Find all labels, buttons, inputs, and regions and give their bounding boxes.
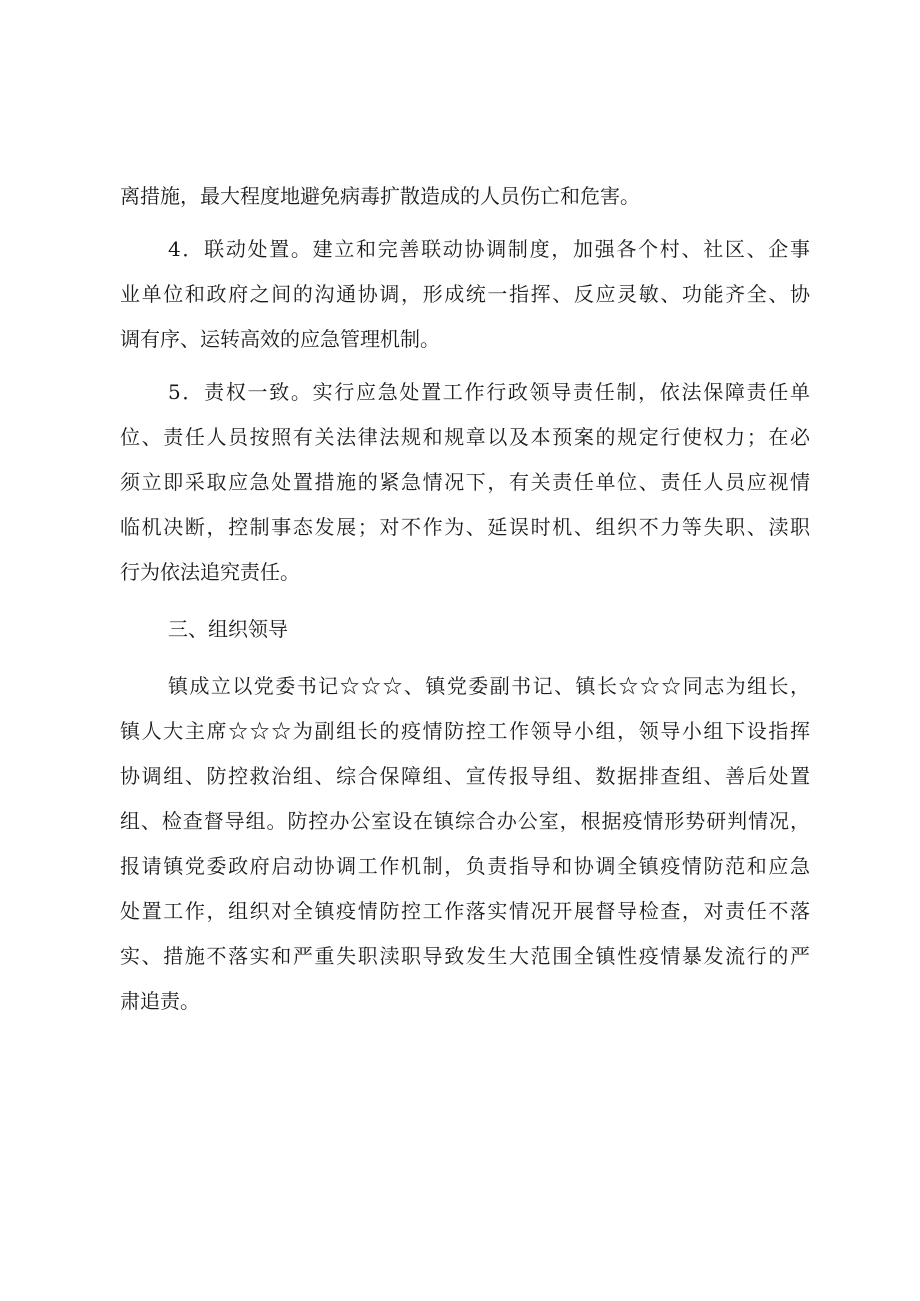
text-line: 业单位和政府之间的沟通协调，形成统一指挥、反应灵敏、功能齐全、协: [120, 282, 810, 306]
text-line: 位、责任人员按照有关法律法规和规章以及本预案的规定行使权力；在必: [120, 425, 810, 449]
section-heading: [120, 607, 810, 652]
document-page: [120, 174, 810, 1024]
text-line: 协调组、防控救治组、综合保障组、宣传报导组、数据排查组、善后处置: [120, 764, 810, 788]
text-line: 处置工作，组织对全镇疫情防控工作落实情况开展督导检查，对责任不落: [120, 899, 810, 923]
text-line: 须立即采取应急处置措施的紧急情况下，有关责任单位、责任人员应视情: [120, 470, 810, 494]
text-line: 调有序、运转高效的应急管理机制。: [120, 327, 440, 351]
text-line: 镇成立以党委书记☆☆☆、镇党委副书记、镇长☆☆☆同志为组长，: [168, 674, 810, 698]
paragraph-continuation: [120, 174, 810, 219]
paragraph-linkage-disposal: [120, 227, 810, 362]
text-line: 实、措施不落实和严重失职渎职导致发生大范围全镇性疫情暴发流行的严: [120, 944, 810, 968]
text-line: 组、检查督导组。防控办公室设在镇综合办公室，根据疫情形势研判情况，: [120, 809, 810, 833]
text-line: 肃追责。: [120, 989, 200, 1013]
text-line: 报请镇党委政府启动协调工作机制，负责指导和协调全镇疫情防范和应急: [120, 854, 810, 878]
text-line: 临机决断，控制事态发展；对不作为、延误时机、组织不力等失职、渎职: [120, 515, 810, 539]
text-line: 4．联动处置。建立和完善联动协调制度，加强各个村、社区、企事: [168, 237, 810, 261]
text-line: 5．责权一致。实行应急处置工作行政领导责任制，依法保障责任单: [168, 380, 810, 404]
paragraph-responsibility: [120, 370, 810, 595]
text-line: 行为依法追究责任。: [120, 560, 300, 584]
text-line: 离措施，最大程度地避免病毒扩散造成的人员伤亡和危害。: [120, 184, 640, 208]
text-line: 镇人大主席☆☆☆为副组长的疫情防控工作领导小组，领导小组下设指挥: [120, 719, 810, 743]
heading-text: 三、组织领导: [168, 617, 288, 641]
paragraph-organization: [120, 664, 810, 1024]
